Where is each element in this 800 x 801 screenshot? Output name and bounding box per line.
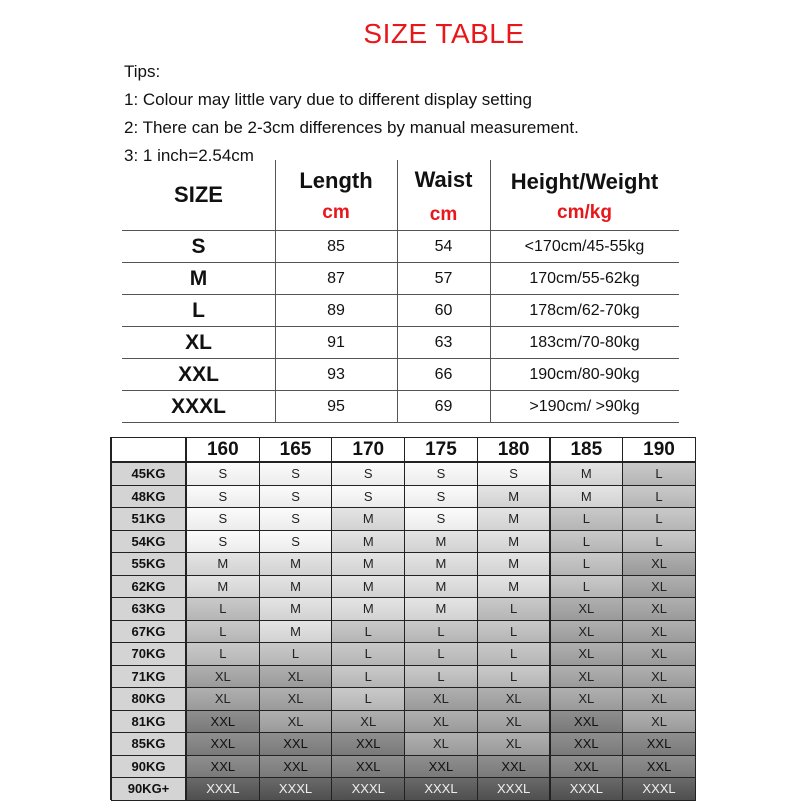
weight-label: 62KG bbox=[111, 575, 186, 599]
waist-cell: 66 bbox=[434, 366, 453, 383]
size-grid-cell: L bbox=[622, 530, 696, 554]
size-grid-cell: S bbox=[259, 485, 333, 509]
waist-cell: 54 bbox=[434, 238, 453, 255]
size-grid-cell: M bbox=[186, 575, 260, 599]
size-grid-cell: XL bbox=[622, 597, 696, 621]
header-waist-unit: cm bbox=[429, 204, 458, 225]
weight-label: 67KG bbox=[111, 620, 186, 644]
weight-label: 80KG bbox=[111, 687, 186, 711]
size-grid-cell: M bbox=[477, 485, 551, 509]
size-grid-cell: L bbox=[622, 462, 696, 486]
chart-corner-cell bbox=[111, 437, 186, 462]
size-grid-cell: XL bbox=[404, 710, 478, 734]
size-grid-cell: XL bbox=[622, 575, 696, 599]
size-grid-cell: M bbox=[331, 597, 405, 621]
size-grid-cell: L bbox=[186, 620, 260, 644]
header-waist: Waist bbox=[414, 167, 473, 192]
size-grid-cell: L bbox=[550, 507, 624, 531]
table-row bbox=[122, 359, 679, 391]
size-grid-cell: XL bbox=[550, 687, 624, 711]
height-weight-cell: 178cm/62-70kg bbox=[529, 302, 640, 319]
size-grid-cell: M bbox=[550, 485, 624, 509]
size-grid-cell: L bbox=[404, 620, 478, 644]
header-length-unit: cm bbox=[322, 202, 350, 223]
length-cell: 91 bbox=[327, 334, 345, 351]
size-grid-cell: L bbox=[550, 575, 624, 599]
size-grid-cell: XXL bbox=[331, 732, 405, 756]
size-grid-cell: M bbox=[259, 597, 333, 621]
weight-label: 90KG bbox=[111, 755, 186, 779]
weight-label: 90KG+ bbox=[111, 777, 186, 801]
table-row bbox=[122, 231, 679, 263]
size-grid-cell: XL bbox=[477, 687, 551, 711]
size-grid-cell: S bbox=[259, 507, 333, 531]
length-cell: 93 bbox=[327, 366, 345, 383]
header-height-weight-unit: cm/kg bbox=[557, 202, 612, 223]
size-grid-cell: S bbox=[404, 507, 478, 531]
size-cell: L bbox=[192, 299, 205, 322]
size-grid-cell: M bbox=[259, 552, 333, 576]
weight-label: 54KG bbox=[111, 530, 186, 554]
size-grid-cell: L bbox=[404, 665, 478, 689]
size-grid-cell: XXXL bbox=[622, 777, 696, 801]
waist-cell: 60 bbox=[434, 302, 453, 319]
table-row bbox=[122, 327, 679, 359]
size-grid-cell: XXXL bbox=[477, 777, 551, 801]
size-grid-cell: L bbox=[622, 507, 696, 531]
size-grid-cell: S bbox=[259, 462, 333, 486]
size-grid-cell: L bbox=[259, 642, 333, 666]
size-grid-cell: L bbox=[477, 597, 551, 621]
size-grid-cell: L bbox=[331, 642, 405, 666]
height-header: 160 bbox=[186, 437, 260, 462]
size-grid-cell: XL bbox=[622, 642, 696, 666]
size-grid-cell: M bbox=[404, 552, 478, 576]
table-row bbox=[122, 295, 679, 327]
size-cell: XL bbox=[185, 331, 212, 354]
weight-label: 81KG bbox=[111, 710, 186, 734]
header-size: SIZE bbox=[174, 182, 223, 207]
size-grid-cell: M bbox=[259, 575, 333, 599]
size-grid-cell: M bbox=[259, 620, 333, 644]
size-grid-cell: XXL bbox=[622, 732, 696, 756]
size-grid-cell: XL bbox=[550, 620, 624, 644]
size-grid-cell: XL bbox=[477, 710, 551, 734]
size-grid-cell: L bbox=[622, 485, 696, 509]
size-grid-cell: S bbox=[477, 462, 551, 486]
size-grid-cell: XL bbox=[331, 710, 405, 734]
weight-label: 45KG bbox=[111, 462, 186, 486]
size-grid-cell: XL bbox=[259, 710, 333, 734]
size-cell: M bbox=[189, 267, 208, 290]
tips-heading: Tips: bbox=[124, 62, 161, 81]
size-grid-cell: S bbox=[186, 507, 260, 531]
height-weight-cell: >190cm/ >90kg bbox=[529, 398, 640, 415]
height-weight-cell: <170cm/45-55kg bbox=[524, 238, 645, 255]
size-grid-cell: XXL bbox=[550, 710, 624, 734]
size-grid-cell: XXL bbox=[259, 755, 333, 779]
height-weight-cell: 190cm/80-90kg bbox=[529, 366, 640, 383]
size-grid-cell: L bbox=[477, 620, 551, 644]
height-header: 185 bbox=[550, 437, 624, 462]
size-grid-cell: XXL bbox=[331, 755, 405, 779]
waist-cell: 63 bbox=[434, 334, 453, 351]
size-grid-cell: M bbox=[331, 507, 405, 531]
size-grid-cell: M bbox=[331, 552, 405, 576]
tips-section bbox=[124, 58, 579, 170]
size-grid-cell: L bbox=[477, 665, 551, 689]
size-grid-cell: L bbox=[477, 642, 551, 666]
height-header: 190 bbox=[622, 437, 696, 462]
size-grid-cell: XL bbox=[622, 552, 696, 576]
length-cell: 89 bbox=[327, 302, 345, 319]
waist-cell: 57 bbox=[434, 270, 453, 287]
header-height-weight: Height/Weight bbox=[510, 169, 659, 194]
height-header: 170 bbox=[331, 437, 405, 462]
size-grid-cell: XXL bbox=[622, 755, 696, 779]
size-grid-cell: XL bbox=[550, 597, 624, 621]
size-grid-cell: XL bbox=[477, 732, 551, 756]
size-grid-cell: XL bbox=[550, 665, 624, 689]
table-row bbox=[122, 263, 679, 295]
size-grid-cell: L bbox=[186, 642, 260, 666]
size-grid-cell: M bbox=[331, 575, 405, 599]
weight-label: 51KG bbox=[111, 507, 186, 531]
size-cell: XXXL bbox=[171, 395, 226, 418]
weight-label: 55KG bbox=[111, 552, 186, 576]
weight-label: 70KG bbox=[111, 642, 186, 666]
size-grid-cell: S bbox=[331, 462, 405, 486]
size-grid-cell: XL bbox=[622, 665, 696, 689]
size-grid-cell: XXXL bbox=[550, 777, 624, 801]
size-grid-cell: S bbox=[331, 485, 405, 509]
tip-item: 2: There can be 2-3cm differences by manual measurement. bbox=[124, 118, 579, 137]
size-grid-cell: L bbox=[331, 687, 405, 711]
size-grid-cell: XL bbox=[259, 665, 333, 689]
size-grid-cell: M bbox=[477, 507, 551, 531]
weight-label: 48KG bbox=[111, 485, 186, 509]
size-grid-cell: L bbox=[331, 665, 405, 689]
size-grid-cell: S bbox=[259, 530, 333, 554]
height-header: 175 bbox=[404, 437, 478, 462]
size-grid-cell: XL bbox=[622, 710, 696, 734]
size-cell: S bbox=[191, 235, 206, 258]
size-grid-cell: XXXL bbox=[186, 777, 260, 801]
size-grid-cell: XL bbox=[259, 687, 333, 711]
size-grid-cell: XL bbox=[404, 687, 478, 711]
height-weight-cell: 170cm/55-62kg bbox=[529, 270, 640, 287]
size-grid-cell: S bbox=[404, 462, 478, 486]
size-grid-cell: S bbox=[186, 485, 260, 509]
size-grid-cell: M bbox=[404, 530, 478, 554]
size-table bbox=[122, 160, 679, 422]
size-grid-cell: S bbox=[404, 485, 478, 509]
size-grid-cell: XXL bbox=[404, 755, 478, 779]
weight-label: 71KG bbox=[111, 665, 186, 689]
size-grid-cell: M bbox=[477, 530, 551, 554]
size-grid-cell: M bbox=[186, 552, 260, 576]
size-grid-cell: M bbox=[550, 462, 624, 486]
tip-item: 1: Colour may little vary due to different display setting bbox=[124, 90, 532, 109]
size-grid-cell: XXL bbox=[259, 732, 333, 756]
header-length: Length bbox=[299, 168, 373, 193]
size-cell: XXL bbox=[178, 363, 219, 386]
weight-label: 63KG bbox=[111, 597, 186, 621]
size-grid-cell: XXL bbox=[477, 755, 551, 779]
waist-cell: 69 bbox=[434, 398, 453, 415]
height-header: 180 bbox=[477, 437, 551, 462]
size-grid-cell: S bbox=[186, 530, 260, 554]
size-grid-cell: XL bbox=[550, 642, 624, 666]
size-grid-cell: M bbox=[404, 575, 478, 599]
size-grid-cell: L bbox=[550, 530, 624, 554]
size-grid-cell: XXL bbox=[186, 710, 260, 734]
size-grid-cell: XXL bbox=[550, 755, 624, 779]
size-grid-cell: XL bbox=[404, 732, 478, 756]
size-grid-cell: L bbox=[331, 620, 405, 644]
size-grid-cell: XXXL bbox=[331, 777, 405, 801]
height-weight-cell: 183cm/70-80kg bbox=[529, 334, 640, 351]
size-grid-cell: XL bbox=[622, 687, 696, 711]
size-grid-cell: S bbox=[186, 462, 260, 486]
size-grid-cell: XXXL bbox=[404, 777, 478, 801]
size-grid-cell: M bbox=[331, 530, 405, 554]
size-grid-cell: XXL bbox=[186, 732, 260, 756]
size-grid-cell: XXXL bbox=[259, 777, 333, 801]
size-grid-cell: L bbox=[186, 597, 260, 621]
height-header: 165 bbox=[259, 437, 333, 462]
size-grid-cell: M bbox=[477, 575, 551, 599]
size-recommendation-chart bbox=[110, 437, 695, 800]
size-grid-cell: L bbox=[404, 642, 478, 666]
length-cell: 85 bbox=[327, 238, 345, 255]
table-row bbox=[122, 391, 679, 423]
size-grid-cell: XL bbox=[186, 665, 260, 689]
weight-label: 85KG bbox=[111, 732, 186, 756]
size-grid-cell: M bbox=[477, 552, 551, 576]
tip-item: 3: 1 inch=2.54cm bbox=[124, 146, 254, 165]
size-grid-cell: XXL bbox=[186, 755, 260, 779]
size-grid-cell: M bbox=[404, 597, 478, 621]
size-grid-cell: XL bbox=[186, 687, 260, 711]
length-cell: 95 bbox=[327, 398, 345, 415]
size-grid-cell: L bbox=[550, 552, 624, 576]
page-title: SIZE TABLE bbox=[363, 18, 525, 49]
length-cell: 87 bbox=[327, 270, 345, 287]
size-grid-cell: XXL bbox=[550, 732, 624, 756]
size-grid-cell: XL bbox=[622, 620, 696, 644]
